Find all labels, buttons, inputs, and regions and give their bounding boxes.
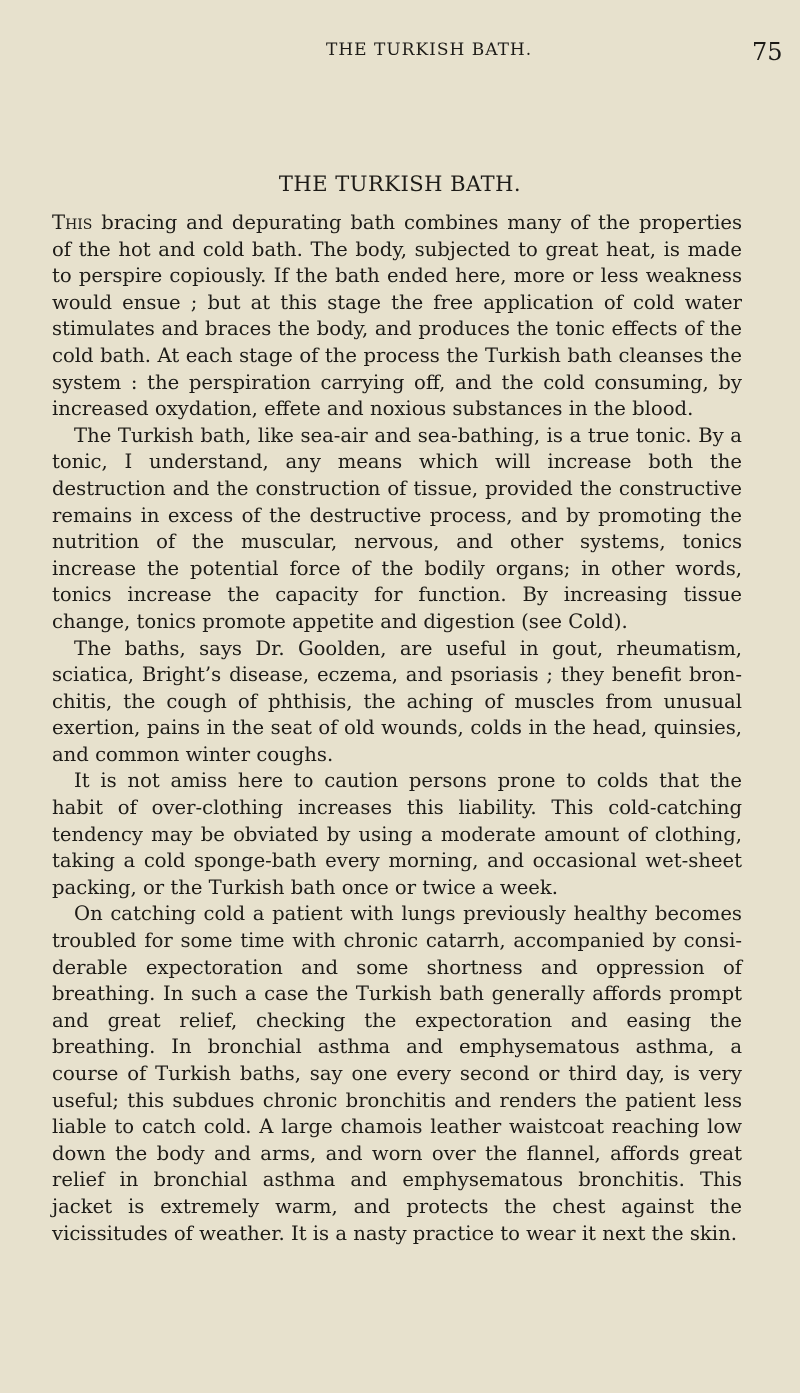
paragraph-1	[52, 210, 742, 423]
page-number: 75	[752, 38, 783, 66]
running-title: THE TURKISH BATH.	[326, 40, 533, 60]
body-text	[52, 210, 742, 1247]
paragraph-1-text: bracing and depurating bath combines many of the properties of the hot and cold bath. The body, subjected to great heat, is made to perspire copiously. If the bath ended here, more or less weakness would ensue ; but at this stage the free application of cold water stimulates and braces the body, and produces the tonic effects of the cold bath. At each stage of the process the Turkish bath cleanses the system : the perspiration carrying off, and the cold consuming, by increased oxydation, effete and noxious substances in the blood.	[52, 211, 742, 421]
paragraph-4: It is not amiss here to caution persons prone to colds that the habit of over-clothing increases this liability. This cold-catching tendency may be obviated by using a moderate amount of clothing, taking a cold sponge-bath every morning, and occasional wet-sheet packing, or the Turkish bath once or twice a week.	[52, 769, 742, 899]
chapter-title: THE TURKISH BATH.	[278, 172, 522, 196]
paragraph-3: The baths, says Dr. Goolden, are useful in gout, rheumatism, sciatica, Bright’s disease, eczema, and psoriasis ; they benefit bronchitis, the cough of phthisis, the aching of muscles from unusual exertion, pains in the seat of old wounds, colds in the head, quinsies, and common winter coughs.	[52, 636, 742, 766]
paragraph-1-lead-word: This	[52, 211, 93, 234]
paragraph-2: The Turkish bath, like sea-air and sea-bathing, is a true tonic. By a tonic, I understand, any means which will increase both the destruction and the construction of tissue, provided the constructive remains in excess of the destructive process, and by promoting the nutrition of the muscular, nervous, and other systems, tonics increase the potential force of the bodily organs; in other words, tonics increase the capacity for function. By increasing tissue change, tonics promote appetite and digestion (see Cold).	[52, 423, 742, 633]
running-head	[0, 36, 800, 76]
paragraph-5: On catching cold a patient with lungs previously healthy becomes troubled for some time with chronic catarrh, accompanied by considerable expectoration and some shortness and oppression of breathing. In such a case the Turkish bath generally affords prompt and great relief, checking the expectoration and easing the breathing. In bronchial asthma and emphysematous asthma, a course of Turkish baths, say one every second or third day, is very useful; this subdues chronic bronchitis and renders the patient less liable to catch cold. A large chamois leather waistcoat reaching low down the body and arms, and worn over the flannel, affords great relief in bronchial asthma and emphysematous bronchitis. This jacket is extremely warm, and protects the chest against the vicissitudes of weather. It is a nasty practice to wear it next the skin.	[52, 902, 742, 1245]
